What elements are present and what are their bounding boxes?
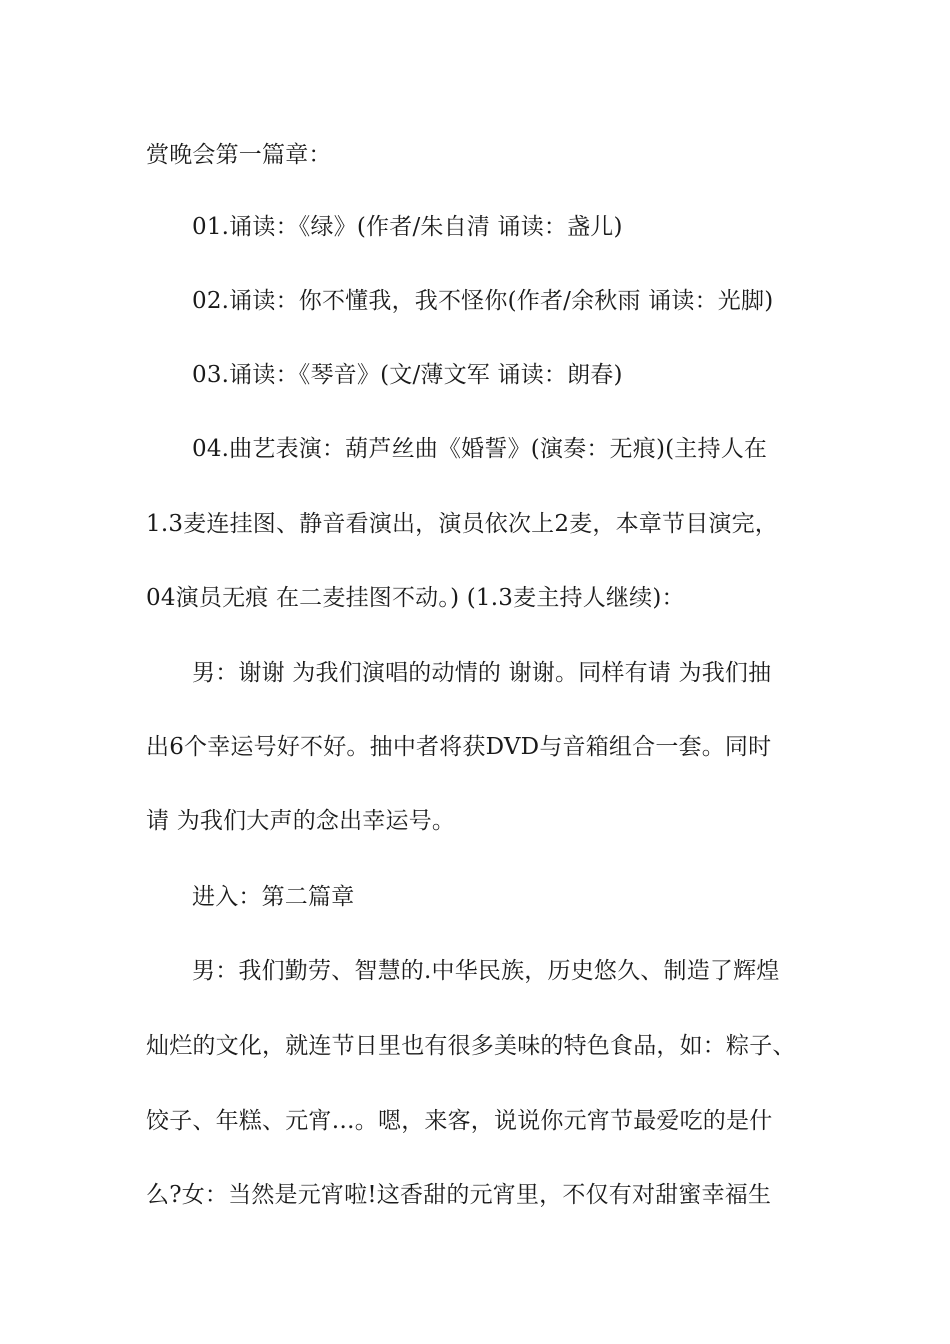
dialogue-line: 男：我们勤劳、智慧的.中华民族，历史悠久、制造了辉煌 (192, 958, 780, 984)
paragraph-line: 1.3麦连挂图、静音看演出，演员依次上2麦，本章节目演完， (146, 511, 779, 537)
paragraph-line: 饺子、年糕、元宵…。嗯，来客，说说你元宵节最爱吃的是什 (146, 1108, 773, 1134)
section-transition-line: 进入：第二篇章 (192, 884, 355, 910)
program-item-03: 03.诵读：《琴音》(文/薄文军 诵读：朗春) (192, 362, 623, 388)
paragraph-line: 请 为我们大声的念出幸运号。 (146, 808, 456, 834)
chapter-heading-line: 赏晚会第一篇章： (146, 142, 332, 168)
paragraph-line: 04演员无痕 在二麦挂图不动。) (1.3麦主持人继续)： (146, 585, 685, 611)
program-item-04: 04.曲艺表演：葫芦丝曲《婚誓》(演奏：无痕)(主持人在 (192, 436, 768, 462)
program-item-01: 01.诵读：《绿》(作者/朱自清 诵读：盏儿) (192, 214, 623, 240)
paragraph-line: 灿烂的文化，就连节日里也有很多美味的特色食品，如：粽子、 (146, 1033, 796, 1059)
paragraph-line: 么?女：当然是元宵啦!这香甜的元宵里，不仅有对甜蜜幸福生 (146, 1182, 772, 1208)
dialogue-line: 男：谢谢 为我们演唱的动情的 谢谢。同样有请 为我们抽 (192, 660, 772, 686)
paragraph-line: 出6个幸运号好不好。抽中者将获DVD与音箱组合一套。同时 (146, 734, 772, 760)
program-item-02: 02.诵读：你不懂我，我不怪你(作者/余秋雨 诵读：光脚) (192, 288, 774, 314)
